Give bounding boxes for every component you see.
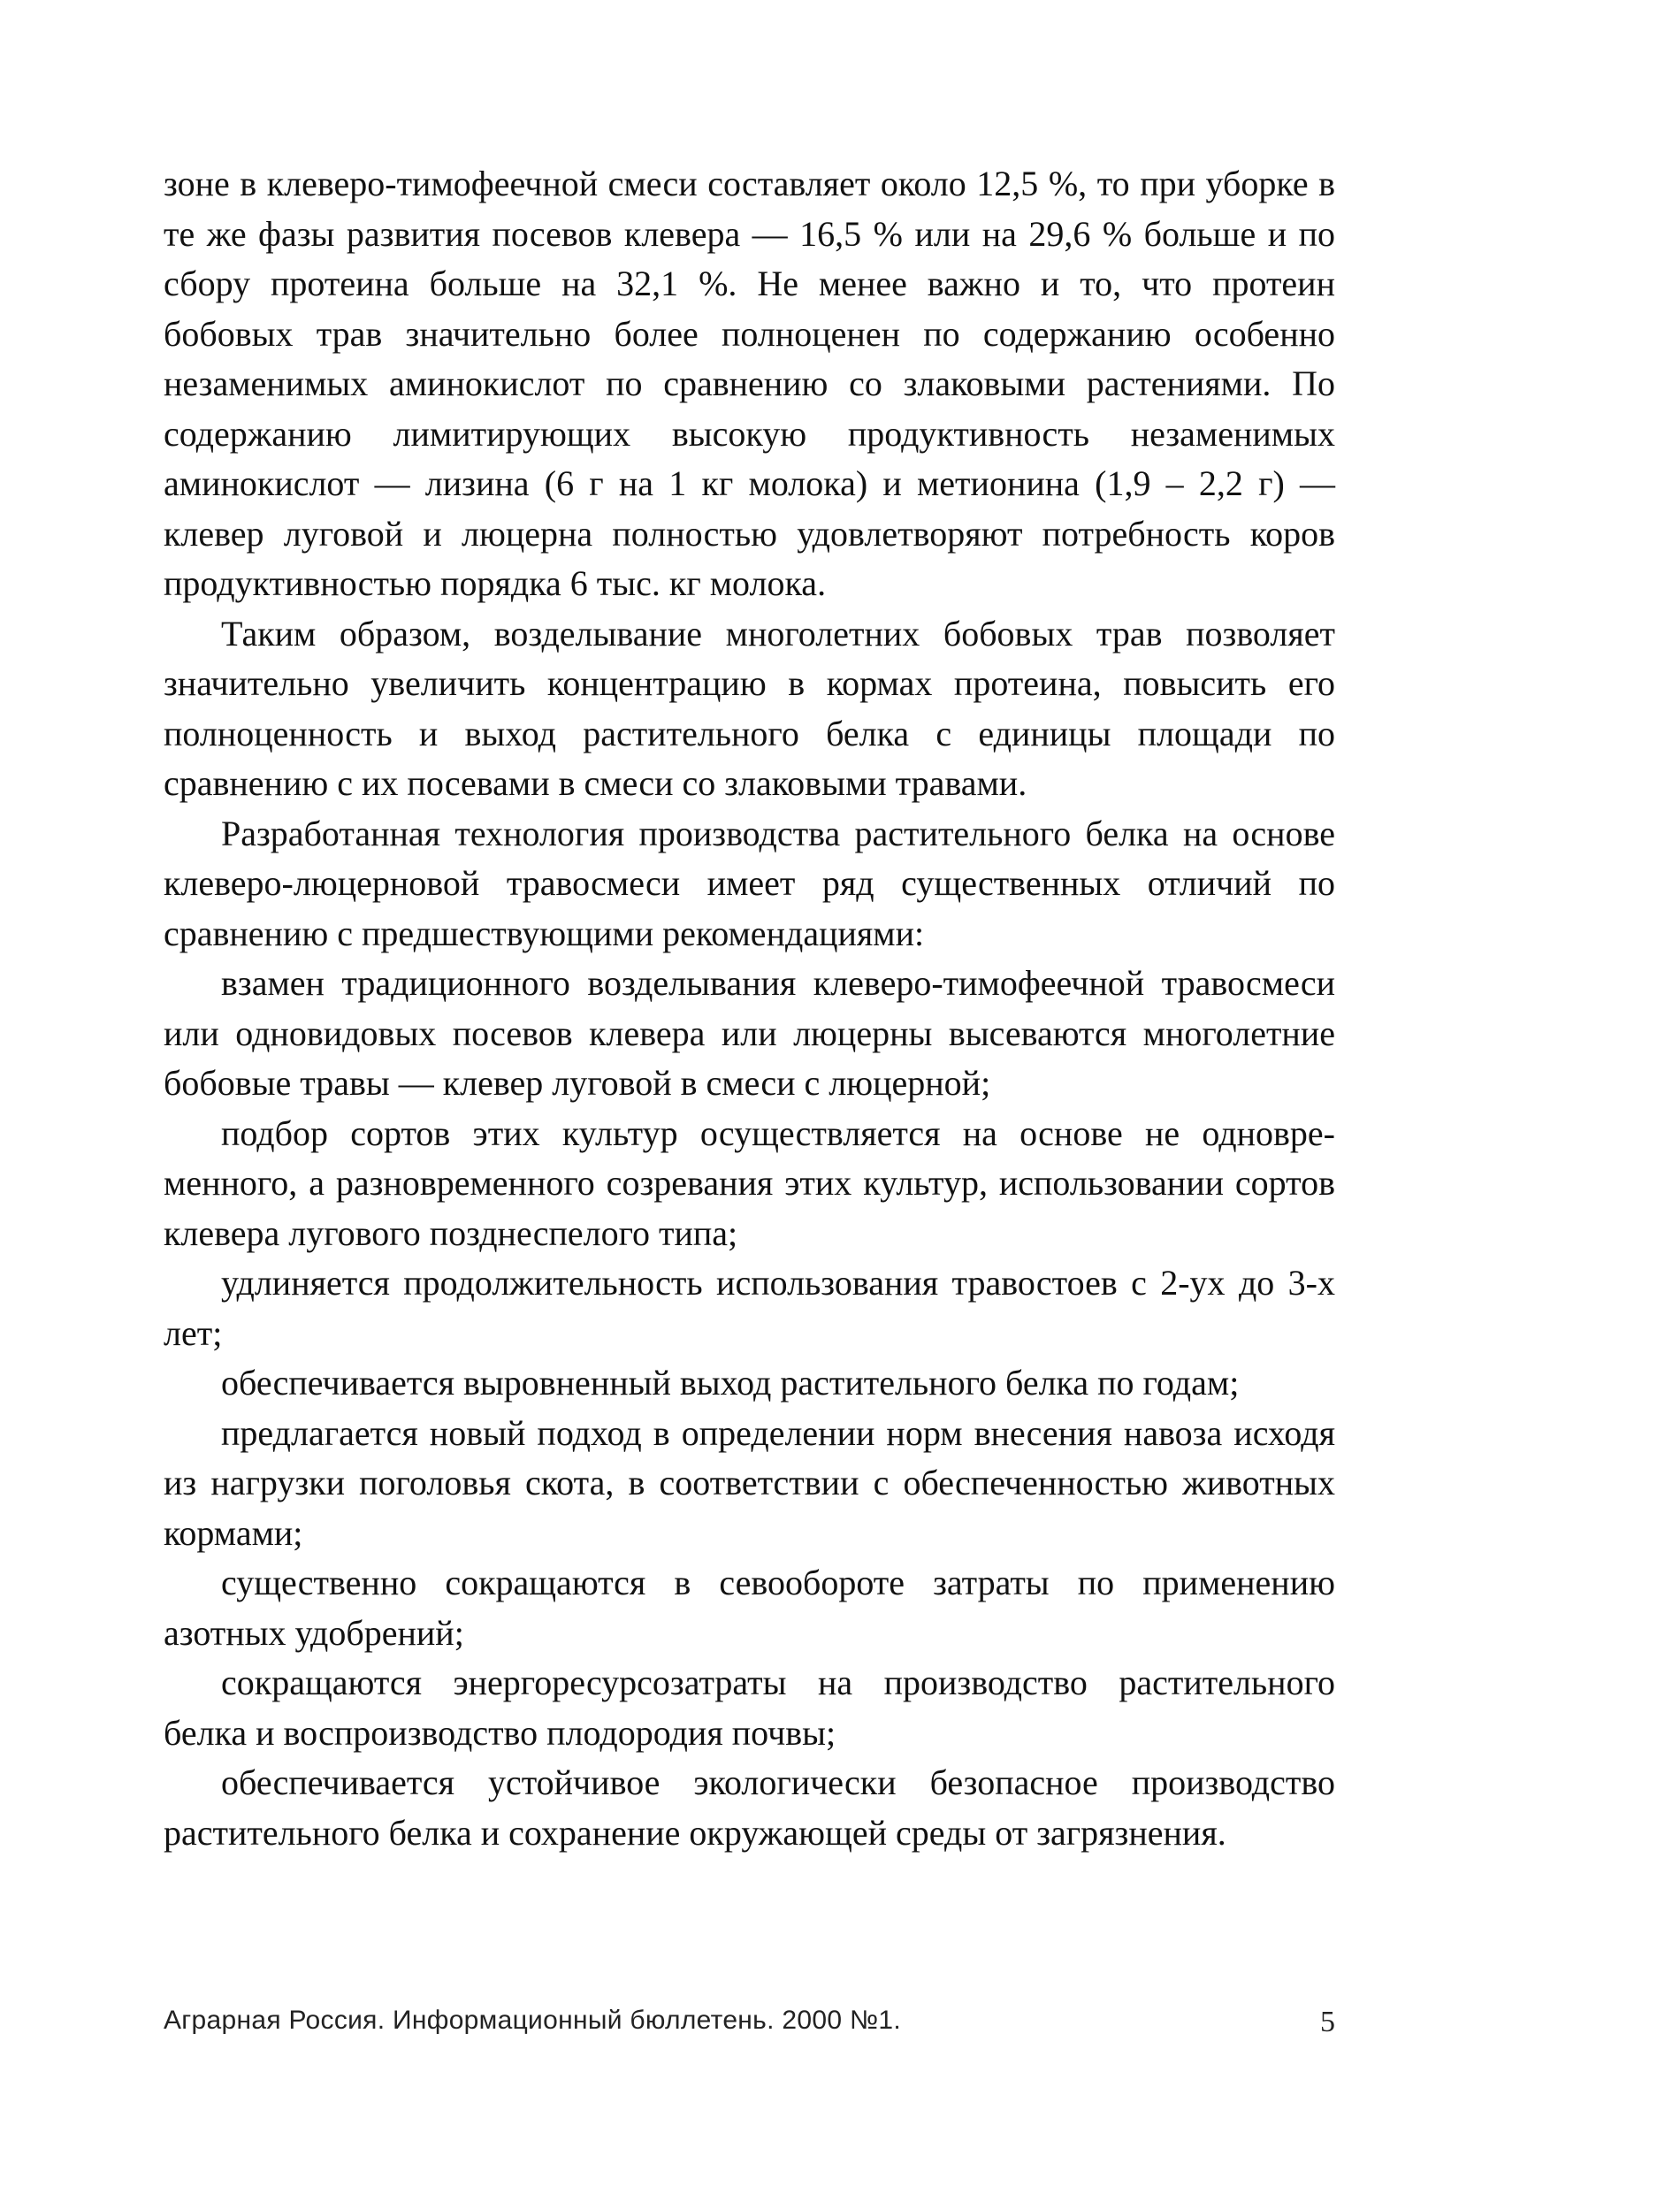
list-item-5: предлагается новый подход в определении норм внесения навоза исходя из нагрузки поголовья скота, в соответствии с обеспеченностью животных кормами; xyxy=(164,1412,1335,1553)
page-body xyxy=(164,159,1335,1858)
footer-publication: Аграрная Россия. Информационный бюллетень. 2000 №1. xyxy=(164,2006,902,2035)
page-number: 5 xyxy=(1320,2006,1335,2038)
list-item-6: существенно сокращаются в севообороте затраты по применению азотных удобрений; xyxy=(164,1563,1335,1653)
list-item-8: обеспечивается устойчивое экологически безопасное производство растительного белка и сохранение окружающей среды от загрязнения. xyxy=(164,1762,1335,1853)
list-item-7: сокращаются энергоресурсозатраты на производство растительного белка и воспроизводство плодородия почвы; xyxy=(164,1663,1335,1753)
list-item-2: подбор сортов этих культур осуществляется на основе не одновременного, а разновременного созревания этих культур, использовании сортов клевера лугового позднеспелого типа; xyxy=(164,1112,1335,1253)
paragraph-1: зоне в клеверо-тимофеечной смеси составляет около 12,5 %, то при уборке в те же фазы развития посевов клевера — 16,5 % или на 29,6 % больше и по сбору протеина больше на 32,1 %. Не менее важно и то, что протеин бобовых трав значительно более полноценен по содержанию особенно незаменимых аминокислот по сравнению со злаковыми растениями. По содержанию лимитирующих высокую продуктивность незаменимых аминокислот — лизина (6 г на 1 кг молока) и метионина (1,9 – 2,2 г) — клевер луговой и люцерна полностью удовлетворяют потребность коров продуктивностью порядка 6 тыс. кг молока. xyxy=(164,164,1335,603)
paragraph-3: Разработанная технология производства растительного белка на основе клеверо-люцерновой травосмеси имеет ряд существенных отличий по сравнению с предшествующими рекомендациями: xyxy=(164,813,1335,953)
page-footer xyxy=(164,2006,1335,2050)
list-item-1: взамен традиционного возделывания клеверо-тимофеечной травосмеси или одновидовых посевов клевера или люцерны высеваются многолетние бобовые травы — клевер луговой в смеси с люцерной; xyxy=(164,963,1335,1103)
paragraph-2: Таким образом, возделывание многолетних бобовых трав позволяет значительно увеличить концентрацию в кормах протеина, повысить его полноценность и выход растительного белка с единицы площади по сравнению с их посевами в смеси со злаковыми травами. xyxy=(164,613,1335,803)
list-item-4: обеспечивается выровненный выход растительного белка по годам; xyxy=(221,1363,1240,1403)
list-item-3: удлиняется продолжительность использования травостоев с 2-ух до 3-х лет; xyxy=(164,1263,1335,1353)
